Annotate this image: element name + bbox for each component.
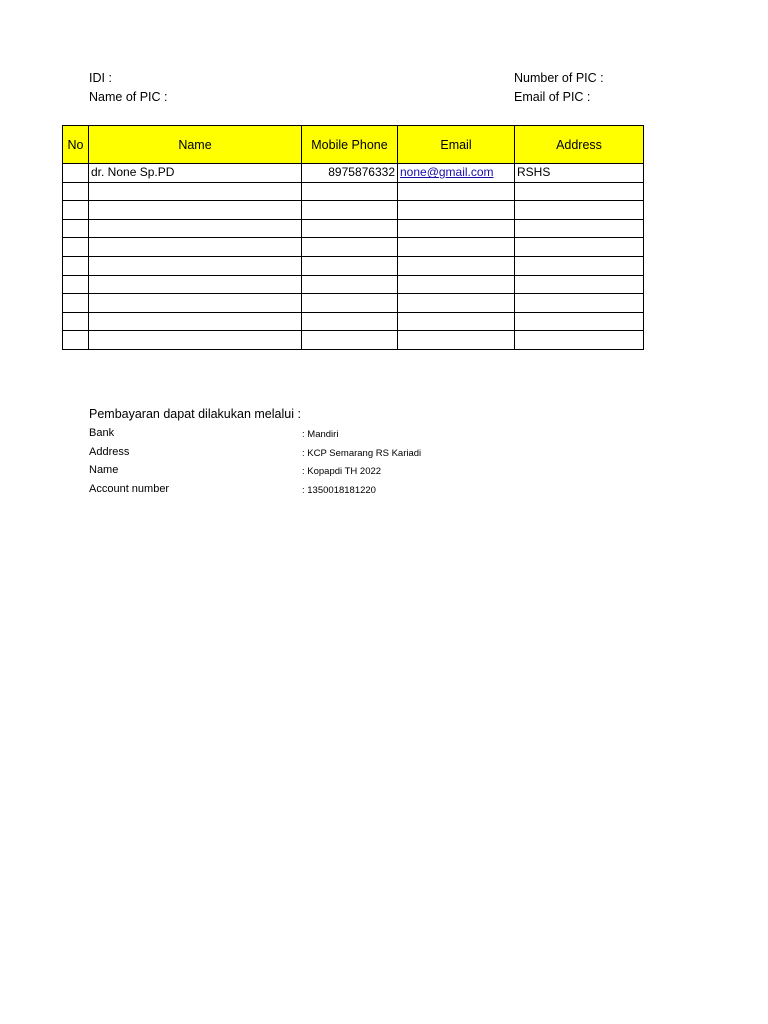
cell-email bbox=[398, 294, 515, 313]
cell-mobile-phone bbox=[302, 294, 398, 313]
cell-email bbox=[398, 331, 515, 350]
email-of-pic-label: Email of PIC : bbox=[514, 90, 591, 104]
payment-title: Pembayaran dapat dilakukan melalui : bbox=[89, 407, 301, 421]
table-row bbox=[63, 331, 644, 350]
cell-no bbox=[63, 182, 89, 201]
cell-name bbox=[89, 238, 302, 257]
payment-label: Address bbox=[89, 446, 130, 458]
cell-no bbox=[63, 294, 89, 313]
payment-label: Name bbox=[89, 464, 119, 476]
name-of-pic-label: Name of PIC : bbox=[89, 90, 168, 104]
cell-mobile-phone bbox=[302, 275, 398, 294]
cell-email bbox=[398, 312, 515, 331]
email-link[interactable]: none@gmail.com bbox=[400, 165, 494, 180]
payment-value: : 1350018181220 bbox=[302, 485, 376, 496]
cell-mobile-phone bbox=[302, 238, 398, 257]
cell-no bbox=[63, 164, 89, 183]
cell-address bbox=[515, 294, 644, 313]
cell-mobile-phone bbox=[302, 182, 398, 201]
column-header-email: Email bbox=[398, 126, 515, 164]
cell-no bbox=[63, 201, 89, 220]
cell-name bbox=[89, 256, 302, 275]
cell-address: RSHS bbox=[515, 164, 644, 183]
idi-label: IDI : bbox=[89, 71, 112, 85]
column-header-name: Name bbox=[89, 126, 302, 164]
cell-no bbox=[63, 219, 89, 238]
cell-no bbox=[63, 275, 89, 294]
number-of-pic-label: Number of PIC : bbox=[514, 71, 604, 85]
cell-name: dr. None Sp.PD bbox=[89, 164, 302, 183]
column-header-mobile-phone: Mobile Phone bbox=[302, 126, 398, 164]
table-row bbox=[63, 219, 644, 238]
cell-no bbox=[63, 331, 89, 350]
table-body bbox=[63, 164, 644, 350]
cell-email bbox=[398, 256, 515, 275]
table-row bbox=[63, 201, 644, 220]
table-row bbox=[63, 312, 644, 331]
cell-email bbox=[398, 201, 515, 220]
cell-address bbox=[515, 182, 644, 201]
cell-mobile-phone bbox=[302, 201, 398, 220]
cell-mobile-phone bbox=[302, 312, 398, 331]
cell-address bbox=[515, 201, 644, 220]
cell-name bbox=[89, 275, 302, 294]
cell-name bbox=[89, 294, 302, 313]
cell-address bbox=[515, 256, 644, 275]
cell-email bbox=[398, 219, 515, 238]
payment-value: : KCP Semarang RS Kariadi bbox=[302, 448, 422, 459]
table-row bbox=[63, 238, 644, 257]
payment-row-address bbox=[89, 446, 689, 462]
table-row bbox=[63, 164, 644, 183]
payment-row-bank bbox=[89, 427, 689, 443]
cell-name bbox=[89, 312, 302, 331]
cell-no bbox=[63, 312, 89, 331]
table-header-row bbox=[63, 126, 644, 164]
payment-label: Bank bbox=[89, 427, 115, 439]
cell-no bbox=[63, 256, 89, 275]
cell-mobile-phone bbox=[302, 331, 398, 350]
cell-email bbox=[398, 275, 515, 294]
cell-mobile-phone bbox=[302, 256, 398, 275]
cell-email bbox=[398, 182, 515, 201]
cell-no bbox=[63, 238, 89, 257]
payment-value: : Kopapdi TH 2022 bbox=[302, 466, 382, 477]
cell-name bbox=[89, 331, 302, 350]
cell-email bbox=[398, 238, 515, 257]
cell-address bbox=[515, 275, 644, 294]
cell-address bbox=[515, 312, 644, 331]
cell-email bbox=[398, 164, 515, 183]
cell-name bbox=[89, 201, 302, 220]
cell-name bbox=[89, 219, 302, 238]
cell-address bbox=[515, 331, 644, 350]
column-header-address: Address bbox=[515, 126, 644, 164]
cell-address bbox=[515, 238, 644, 257]
cell-mobile-phone bbox=[302, 219, 398, 238]
table-row bbox=[63, 256, 644, 275]
payment-label: Account number bbox=[89, 483, 170, 495]
table-row bbox=[63, 275, 644, 294]
payment-row-name bbox=[89, 464, 689, 480]
table-row bbox=[63, 182, 644, 201]
table-row bbox=[63, 294, 644, 313]
participant-table bbox=[62, 125, 644, 350]
cell-name bbox=[89, 182, 302, 201]
payment-row-account-number bbox=[89, 483, 689, 499]
cell-mobile-phone: 8975876332 bbox=[302, 164, 398, 183]
payment-value: : Mandiri bbox=[302, 429, 339, 440]
column-header-no: No bbox=[63, 126, 89, 164]
cell-address bbox=[515, 219, 644, 238]
